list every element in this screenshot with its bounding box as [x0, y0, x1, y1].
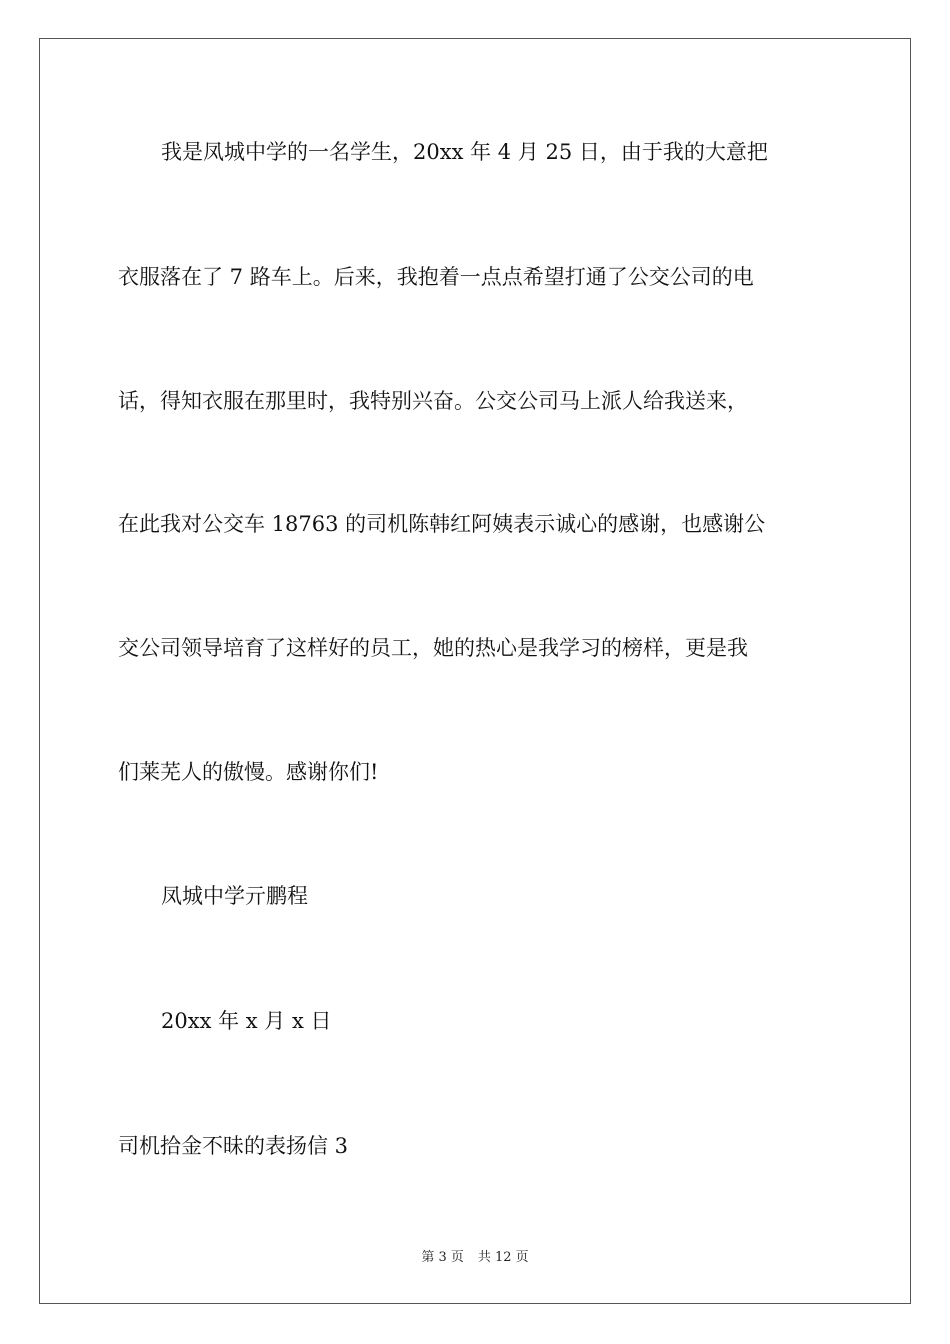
page-frame [39, 38, 911, 1304]
section-title: 司机拾金不昧的表扬信 3 [118, 1134, 349, 1158]
paragraph-line: 话，得知衣服在那里时，我特别兴奋。公交公司马上派人给我送来， [118, 389, 748, 413]
paragraph-line: 我是凤城中学的一名学生，20xx 年 4 月 25 日，由于我的大意把 [161, 140, 768, 164]
page-total: 共 12 页 [477, 1250, 529, 1265]
paragraph-line: 在此我对公交车 18763 的司机陈韩红阿姨表示诚心的感谢，也感谢公 [118, 512, 766, 536]
paragraph-line: 们莱芜人的傲慢。感谢你们! [118, 760, 379, 784]
paragraph-line: 交公司领导培育了这样好的员工，她的热心是我学习的榜样，更是我 [118, 636, 748, 660]
signature: 凤城中学亓鹏程 [161, 884, 308, 908]
page-footer [0, 1246, 950, 1265]
paragraph-line: 衣服落在了 7 路车上。后来，我抱着一点点希望打通了公交公司的电 [118, 265, 754, 289]
letter-date: 20xx 年 x 月 x 日 [161, 1009, 332, 1033]
page-number: 第 3 页 [421, 1250, 464, 1265]
